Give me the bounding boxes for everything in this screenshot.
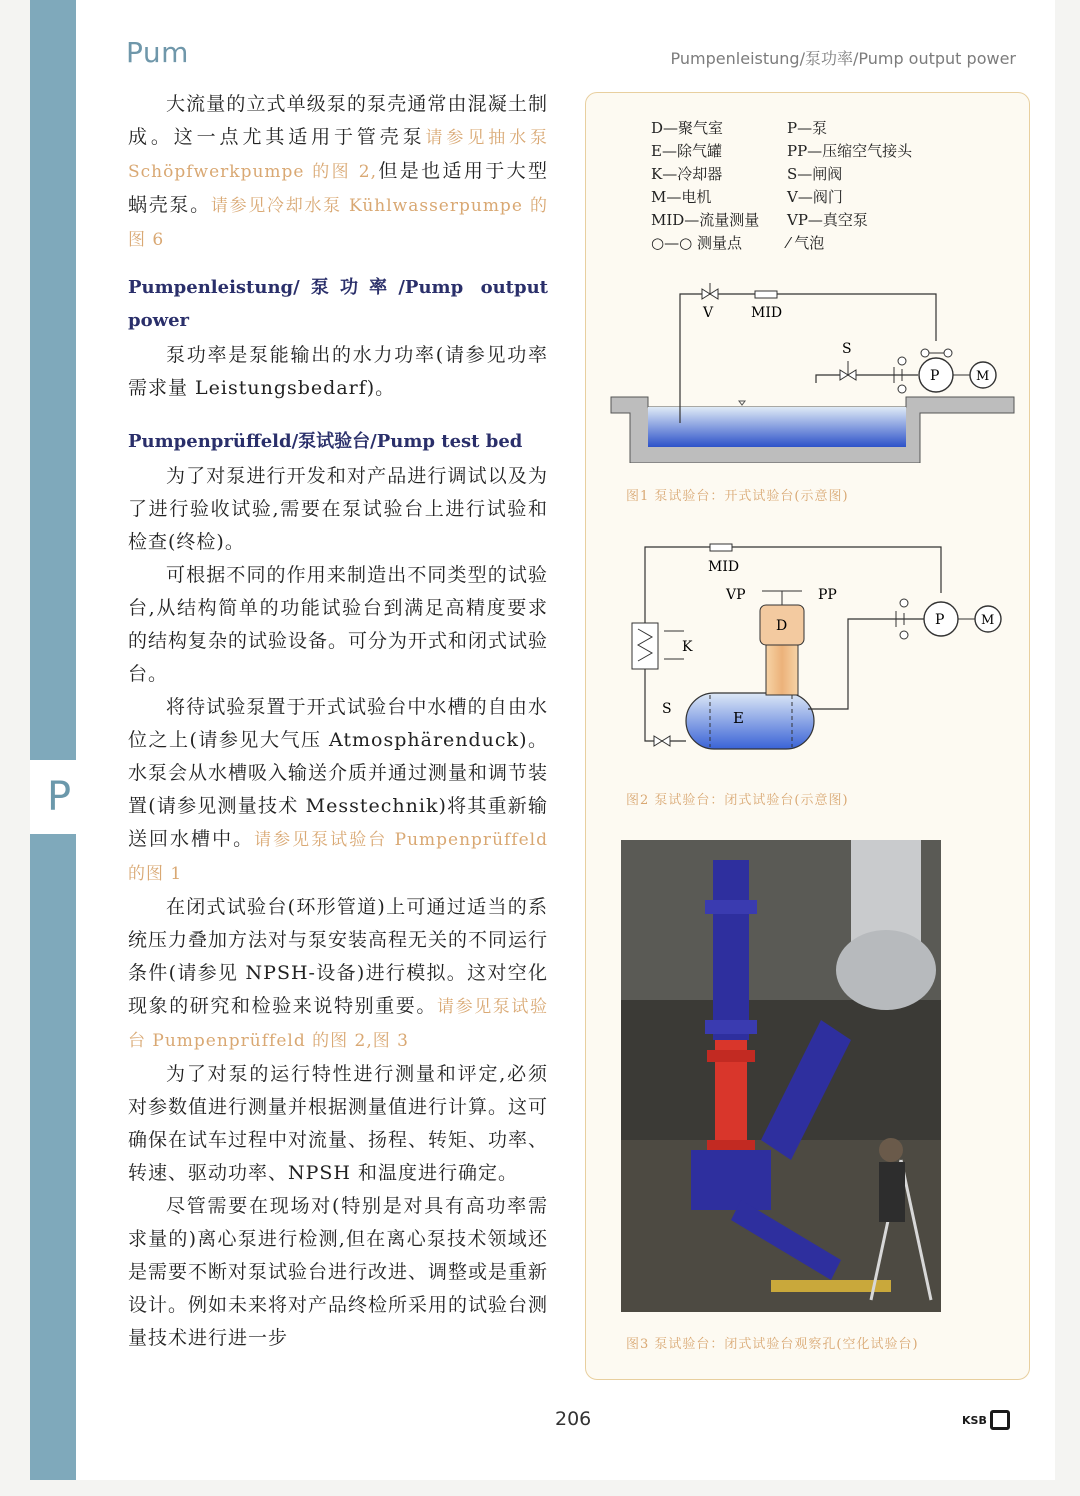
section-header: Pum (126, 36, 189, 69)
section-letter-tab: P (30, 760, 88, 834)
figure-3-photo (621, 840, 941, 1312)
return-pipe (680, 294, 936, 423)
figure-2-closed-test-bed (586, 533, 1029, 773)
label-e: E (733, 709, 744, 727)
measuring-point (900, 599, 908, 607)
figure-panel (585, 92, 1030, 1380)
label-vp: VP (726, 587, 746, 603)
figure-2-caption: 图2 泵试验台：闭式试验台(示意图) (626, 793, 849, 808)
paragraph-5: 将待试验泵置于开式试验台中水槽的自由水位之上(请参见大气压 Atmosphärenduck)。水泵会从水槽吸入输送介质并通过测量和调节装置(请参见测量技术 Messtechnik)将其重新输送回水槽中。请参见泵试验台 Pumpenprüffeld 的图 1 (128, 696, 549, 884)
measuring-point (898, 385, 906, 393)
heading-pump-output-power: Pumpenleistung/泵功率/Pump output power (128, 277, 548, 331)
paragraph-2: 泵功率是泵能输出的水力功率(请参见功率需求量 Leistungsbedarf)。 (128, 344, 548, 399)
label-d: D (776, 618, 788, 634)
label-s: S (842, 341, 852, 357)
label-s: S (662, 701, 672, 717)
figure-1-caption: 图1 泵试验台：开式试验台(示意图) (626, 489, 849, 504)
label-pp: PP (818, 587, 837, 603)
paragraph-1: 大流量的立式单级泵的泵壳通常由混凝土制成。这一点尤其适用于管壳泵请参见抽水泵 Schöpfwerkpumpe 的图 2,但是也适用于大型蜗壳泵。请参见冷却水泵 Kühlwasserpumpe 的图 6 (128, 93, 548, 250)
gate-valve-s-icon (840, 370, 848, 380)
paragraph-6: 在闭式试验台(环形管道)上可通过适当的系统压力叠加方法对与泵安装高程无关的不同运行条件(请参见 NPSH-设备)进行模拟。这对空化现象的研究和检验来说特别重要。请参见泵试验台 Pumpenprüffeld 的图 2,图 3 (128, 896, 549, 1051)
label-mid: MID (751, 305, 783, 321)
cross-reference[interactable]: 请参见泵试验台 Pumpenprüffeld 的图 2,图 3 (128, 997, 548, 1051)
legend-row: K—冷却器 S—闸阀 (651, 165, 843, 183)
measuring-point (900, 631, 908, 639)
cross-reference[interactable]: 请参见冷却水泵 Kühlwasserpumpe 的图 6 (128, 196, 548, 250)
paragraph-3: 为了对泵进行开发和对产品进行调试以及为了进行验收试验,需要在泵试验台上进行试验和检查(终检)。 (128, 465, 548, 553)
water-level-mark (739, 401, 745, 405)
technician (879, 1138, 903, 1162)
cross-reference[interactable]: 请参见抽水泵 Schöpfwerkpumpe 的图 2, (128, 128, 548, 182)
svg-text:P: P (930, 368, 940, 384)
legend-row: E—除气罐 PP—压缩空气接头 (651, 142, 913, 160)
cross-reference[interactable]: 请参见泵试验台 Pumpenprüffeld 的图 1 (128, 830, 548, 884)
degassing-tank-e (686, 693, 814, 749)
vertical-pipe (713, 860, 749, 1040)
label-mid: MID (708, 559, 740, 575)
measuring-point (898, 357, 906, 365)
page-number: 206 (555, 1408, 592, 1430)
paragraph-7: 为了对泵的运行特性进行测量和评定,必须对参数值进行测量并根据测量值进行计算。这可确保在试车过程中对流量、扬程、转矩、功率、转速、驱动功率、NPSH 和温度进行确定。 (128, 1063, 549, 1184)
figure-3-caption: 图3 泵试验台：闭式试验台观察孔(空化试验台) (626, 1337, 919, 1352)
flow-meter-icon (710, 544, 732, 551)
cooler-k-icon (632, 623, 658, 669)
heading-pump-test-bed: Pumpenprüffeld/泵试验台/Pump test bed (128, 431, 523, 452)
valve-v-icon (702, 289, 710, 299)
paragraph-4: 可根据不同的作用来制造出不同类型的试验台,从结构简单的功能试验台到满足高精度要求的结构复杂的试验设备。可分为开式和闭式试验台。 (128, 564, 549, 685)
figure-legend (651, 117, 951, 255)
measuring-point (944, 349, 952, 357)
logo-mark-icon (990, 1410, 1010, 1430)
side-color-bar (30, 0, 76, 1480)
label-k: K (682, 639, 693, 655)
water-tank (648, 407, 906, 447)
gate-valve-s-icon (654, 736, 662, 746)
running-title: Pumpenleistung/泵功率/Pump output power (670, 49, 1016, 68)
svg-text:M: M (976, 369, 990, 384)
ksb-logo: KSB (962, 1410, 1010, 1430)
flow-meter-icon (755, 291, 777, 298)
paragraph-8: 尽管需要在现场对(特别是对具有高功率需求量的)离心泵进行检测,但在离心泵技术领域还是需要不断对泵试验台进行改进、调整或是重新设计。例如未来将对产品终检所采用的试验台测量技术进行进一步 (128, 1195, 549, 1349)
svg-text:M: M (981, 613, 995, 628)
legend-row: D—聚气室 P—泵 (651, 119, 828, 137)
suction-pipe (816, 375, 918, 383)
svg-text:P: P (935, 612, 945, 628)
legend-row: ○—○ 测量点 ⁄ 气泡 (651, 234, 825, 252)
label-v: V (703, 305, 714, 321)
figure-1-open-test-bed (586, 273, 1029, 463)
measuring-point (921, 349, 929, 357)
legend-row: MID—流量测量 VP—真空泵 (651, 211, 868, 229)
body-text-column (128, 88, 548, 1355)
legend-row: M—电机 V—阀门 (651, 188, 843, 206)
